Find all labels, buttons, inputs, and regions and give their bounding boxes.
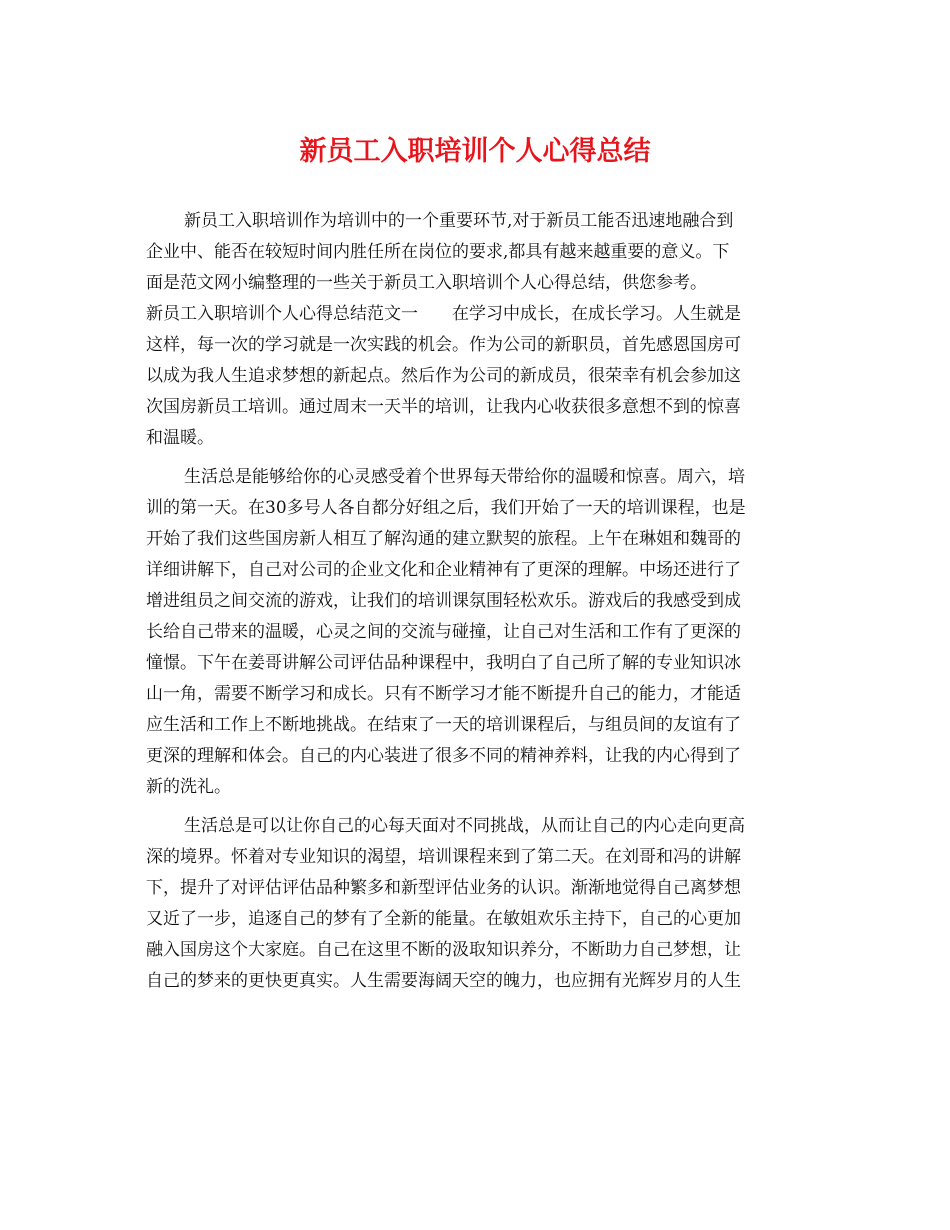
text-line: 训的第一天。在30多号人各自都分好组之后，我们开始了一天的培训课程，也是 (146, 498, 746, 518)
text-line: 新员工入职培训作为培训中的一个重要环节,对于新员工能否迅速地融合到 (184, 211, 734, 231)
text-line: 更深的理解和体会。自己的内心装进了很多不同的精神养料，让我的内心得到了 (146, 746, 741, 766)
text-line: 生活总是能够给你的心灵感受着个世界每天带给你的温暖和惊喜。周六，培 (184, 467, 745, 487)
text-line: 融入国房这个大家庭。自己在这里不断的汲取知识养分，不断助力自己梦想，让 (146, 940, 741, 960)
text-line: 详细讲解下，自己对公司的企业文化和企业精神有了更深的理解。中场还进行了 (146, 560, 741, 580)
document-body (146, 206, 806, 997)
text-line: 山一角，需要不断学习和成长。只有不断学习才能不断提升自己的能力，才能适 (146, 684, 741, 704)
text-line: 憧憬。下午在姜哥讲解公司评估品种课程中，我明白了自己所了解的专业知识冰 (146, 653, 741, 673)
text-line: 自己的梦来的更快更真实。人生需要海阔天空的魄力，也应拥有光辉岁月的人生 (146, 971, 741, 991)
text-line: 应生活和工作上不断地挑战。在结束了一天的培训课程后，与组员间的友谊有了 (146, 715, 741, 735)
text-line: 下，提升了对评估评估品种繁多和新型评估业务的认识。渐渐地觉得自己离梦想 (146, 878, 741, 898)
text-line: 和温暖。 (146, 428, 214, 448)
text-line: 以成为我人生追求梦想的新起点。然后作为公司的新成员，很荣幸有机会参加这 (146, 366, 741, 386)
text-line: 又近了一步，追逐自己的梦有了全新的能量。在敏姐欢乐主持下，自己的心更加 (146, 909, 741, 929)
document-title: 新员工入职培训个人心得总结 (299, 136, 651, 167)
text-line: 面是范文网小编整理的一些关于新员工入职培训个人心得总结，供您参考。 (146, 273, 707, 293)
text-line: 新的洗礼。 (146, 777, 231, 797)
text-line: 生活总是可以让你自己的心每天面对不同挑战，从而让自己的内心走向更高 (184, 816, 745, 836)
text-line: 深的境界。怀着对专业知识的渴望，培训课程来到了第二天。在刘哥和冯的讲解 (146, 847, 741, 867)
text-line: 企业中、能否在较短时间内胜任所在岗位的要求,都具有越来越重要的意义。下 (146, 242, 730, 262)
paragraph-gap (146, 454, 806, 462)
text-line: 增进组员之间交流的游戏，让我们的培训课氛围轻松欢乐。游戏后的我感受到成 (146, 591, 741, 611)
text-line: 这样，每一次的学习就是一次实践的机会。作为公司的新职员，首先感恩国房可 (146, 335, 741, 355)
text-line: 新员工入职培训个人心得总结范文一 在学习中成长，在成长学习。人生就是 (146, 304, 741, 324)
paragraph-gap (146, 803, 806, 811)
text-line: 次国房新员工培训。通过周末一天半的培训，让我内心收获很多意想不到的惊喜 (146, 397, 741, 417)
text-line: 开始了我们这些国房新人相互了解沟通的建立默契的旅程。上午在琳姐和魏哥的 (146, 529, 741, 549)
text-line: 长给自己带来的温暖，心灵之间的交流与碰撞，让自己对生活和工作有了更深的 (146, 622, 741, 642)
